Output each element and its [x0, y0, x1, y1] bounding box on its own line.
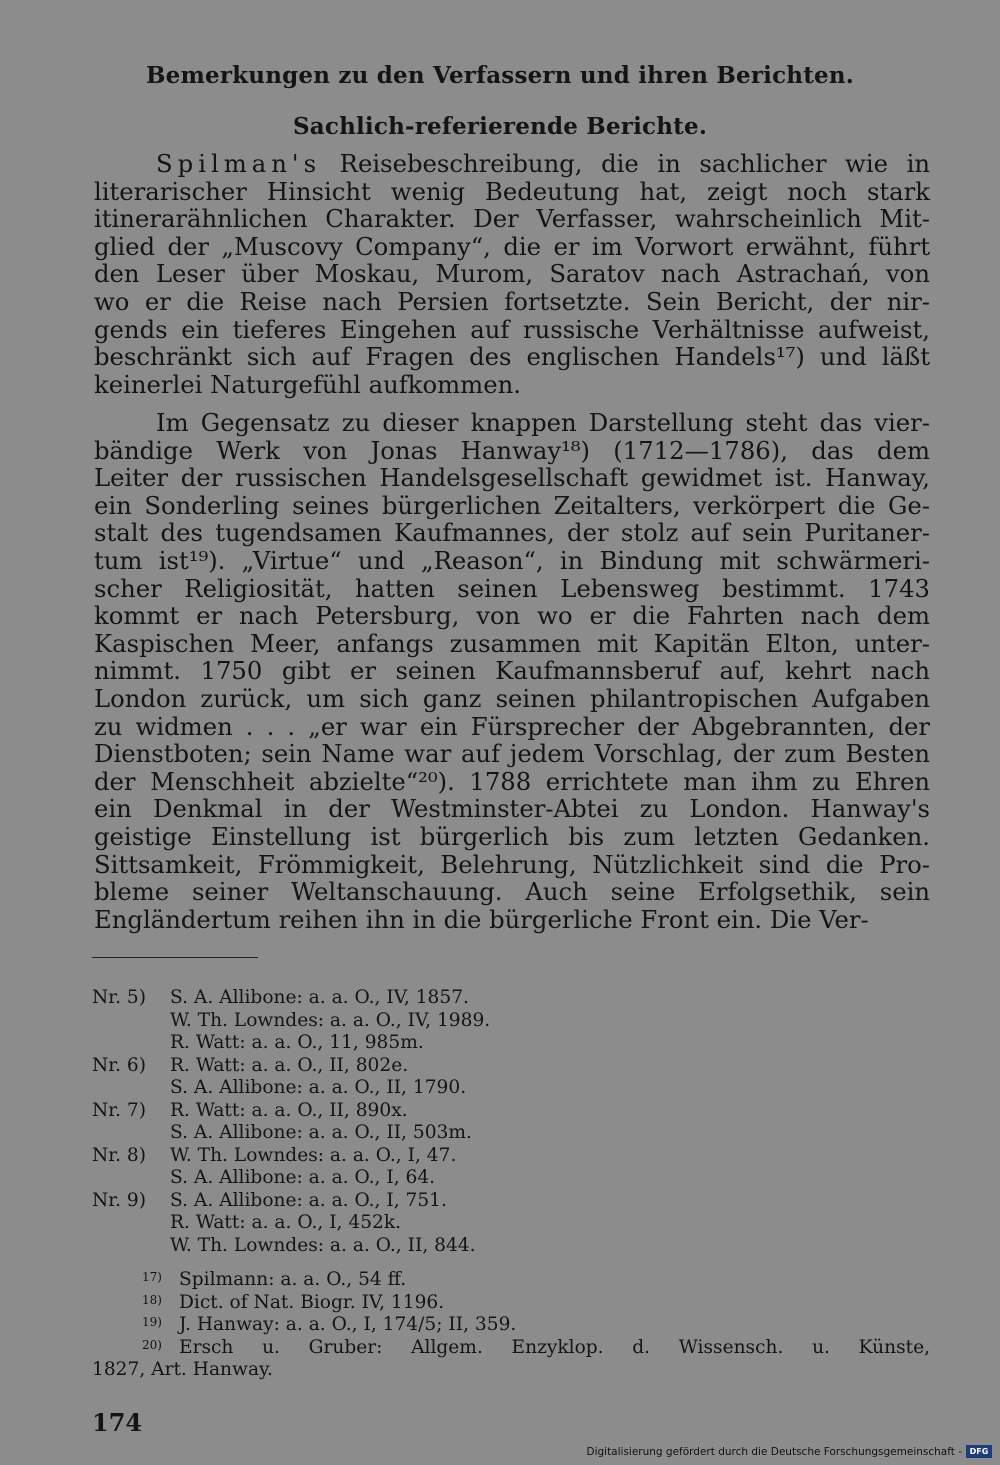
footnote-row [92, 1269, 930, 1292]
text-line: scher Religiosität, hatten seinen Lebensweg bestimmt. 1743 [94, 573, 930, 603]
note-row [92, 1122, 930, 1145]
dfg-logo: DFG [966, 1445, 992, 1458]
footnote-separator [92, 957, 258, 958]
note-row [92, 1010, 930, 1033]
note-row [92, 1190, 930, 1213]
note-number: Nr. 9) [92, 1189, 147, 1211]
text-line: nimmt. 1750 gibt er seinen Kaufmannsberuf auf, kehrt nach [94, 656, 930, 686]
note-row [92, 1055, 930, 1078]
note-row [92, 1100, 930, 1123]
page-number: 174 [92, 1408, 143, 1437]
section-title: Bemerkungen zu den Verfassern und ihren Berichten. [146, 62, 854, 89]
footnote-mark: 19) [142, 1315, 162, 1329]
text-line: geistige Einstellung ist bürgerlich bis zum letzten Gedanken. [94, 821, 930, 851]
note-text: W. Th. Lowndes: a. a. O., IV, 1989. [170, 1009, 491, 1031]
footnote-text: Dict. of Nat. Biogr. IV, 1196. [179, 1291, 445, 1313]
text-line: Im Gegensatz zu dieser knappen Darstellung steht das vier- [156, 408, 930, 437]
note-text: S. A. Allibone: a. a. O., II, 1790. [170, 1077, 467, 1098]
note-text: R. Watt: a. a. O., 11, 985m. [170, 1032, 424, 1053]
author-name: Spilman's [156, 149, 322, 178]
footnote-mark: 17) [142, 1270, 162, 1284]
text-line: gends ein tieferes Eingehen auf russische Verhältnisse aufweist, [94, 314, 930, 344]
note-row [92, 1077, 930, 1100]
text-line: Sittsamkeit, Frömmigkeit, Belehrung, Nützlichkeit sind die Pro- [94, 849, 930, 879]
digitization-credit: Digitalisierung gefördert durch die Deutsche Forschungsgemeinschaft - [586, 1446, 962, 1458]
text-line: keinerlei Naturgefühl aufkommen. [94, 369, 521, 399]
note-text: S. A. Allibone: a. a. O., I, 751. [170, 1189, 447, 1211]
note-text: W. Th. Lowndes: a. a. O., I, 47. [170, 1144, 457, 1166]
note-row [92, 1235, 930, 1258]
text-line: Dienstboten; sein Name war auf jedem Vorschlag, der zum Besten [94, 739, 930, 769]
text-line: Kaspischen Meer, anfangs zusammen mit Kapitän Elton, unter- [94, 628, 930, 658]
footnote-row [92, 1359, 930, 1382]
text-line: kommt er nach Petersburg, von wo er die Fahrten nach dem [94, 601, 930, 631]
note-text: W. Th. Lowndes: a. a. O., II, 844. [170, 1234, 476, 1256]
text-line: Engländertum reihen ihn in die bürgerliche Front ein. Die Ver- [94, 904, 869, 934]
note-row [92, 987, 930, 1010]
text-line: der Menschheit abzielte“²⁰). 1788 errichtete man ihm zu Ehren [94, 766, 930, 796]
footnote-row [92, 1292, 930, 1315]
footnote-text: Ersch u. Gruber: Allgem. Enzyklop. d. Wissensch. u. Künste, [179, 1336, 930, 1358]
footnote-row [92, 1314, 930, 1337]
footnote-row [92, 1337, 930, 1360]
footnote-text: J. Hanway: a. a. O., I, 174/5; II, 359. [179, 1314, 517, 1335]
text-line: London zurück, um sich ganz seinen philantropischen Aufgaben [94, 683, 930, 713]
text-line: ein Denkmal in der Westminster-Abtei zu London. Hanway's [94, 794, 930, 824]
section-subtitle: Sachlich-referierende Berichte. [292, 113, 708, 140]
text-line: itinerarähnlichen Charakter. Der Verfasser, wahrscheinlich Mit- [94, 204, 930, 234]
text-line [94, 150, 930, 178]
note-row [92, 1212, 930, 1235]
note-number: Nr. 6) [92, 1054, 147, 1076]
note-text: S. A. Allibone: a. a. O., II, 503m. [170, 1122, 472, 1143]
footnote-text: 1827, Art. Hanway. [92, 1359, 273, 1380]
footnote-mark: 20) [142, 1337, 162, 1352]
note-row [92, 1145, 930, 1168]
text-line: ein Sonderling seines bürgerlichen Zeitalters, verkörpert die Ge- [94, 490, 930, 520]
text-line: den Leser über Moskau, Murom, Saratov nach Astrachań, von [94, 259, 930, 289]
note-text: S. A. Allibone: a. a. O., IV, 1857. [170, 987, 469, 1008]
note-text: R. Watt: a. a. O., II, 890x. [170, 1099, 408, 1121]
note-number: Nr. 5) [92, 987, 147, 1008]
text-span: Reisebeschreibung, die in sachlicher wie in [321, 149, 930, 178]
note-text: R. Watt: a. a. O., II, 802e. [170, 1054, 409, 1076]
paragraph-hanway [94, 409, 930, 933]
text-line: beschränkt sich auf Fragen des englischen Handels¹⁷) und läßt [94, 342, 930, 372]
text-line: bleme seiner Weltanschauung. Auch seine Erfolgsethik, sein [94, 877, 930, 907]
source-notes [92, 987, 930, 1257]
note-number: Nr. 8) [92, 1144, 147, 1166]
footnote-text: Spilmann: a. a. O., 54 ff. [179, 1269, 407, 1290]
text-line: zu widmen . . . „er war ein Fürsprecher der Abgebrannten, der [94, 711, 930, 741]
text-line: tum ist¹⁹). „Virtue“ und „Reason“, in Bindung mit schwärmeri- [94, 545, 930, 575]
text-line: stalt des tugendsamen Kaufmannes, der stolz auf sein Puritaner- [94, 518, 930, 548]
note-row [92, 1167, 930, 1190]
text-line: literarischer Hinsicht wenig Bedeutung hat, zeigt noch stark [94, 176, 930, 206]
text-line: glied der „Muscovy Company“, die er im Vorwort erwähnt, führt [94, 231, 930, 261]
footnote-mark: 18) [142, 1292, 162, 1307]
note-number: Nr. 7) [92, 1099, 147, 1121]
note-text: R. Watt: a. a. O., I, 452k. [170, 1212, 402, 1233]
footnotes [92, 1269, 930, 1382]
note-text: S. A. Allibone: a. a. O., I, 64. [170, 1167, 436, 1188]
paragraph-spilman [94, 150, 930, 398]
note-row [92, 1032, 930, 1055]
text-line: Leiter der russischen Handelsgesellschaft gewidmet ist. Hanway, [94, 463, 930, 493]
text-line: wo er die Reise nach Persien fortsetzte. Sein Bericht, der nir- [94, 286, 930, 316]
text-line: bändige Werk von Jonas Hanway¹⁸) (1712—1786), das dem [94, 435, 930, 465]
